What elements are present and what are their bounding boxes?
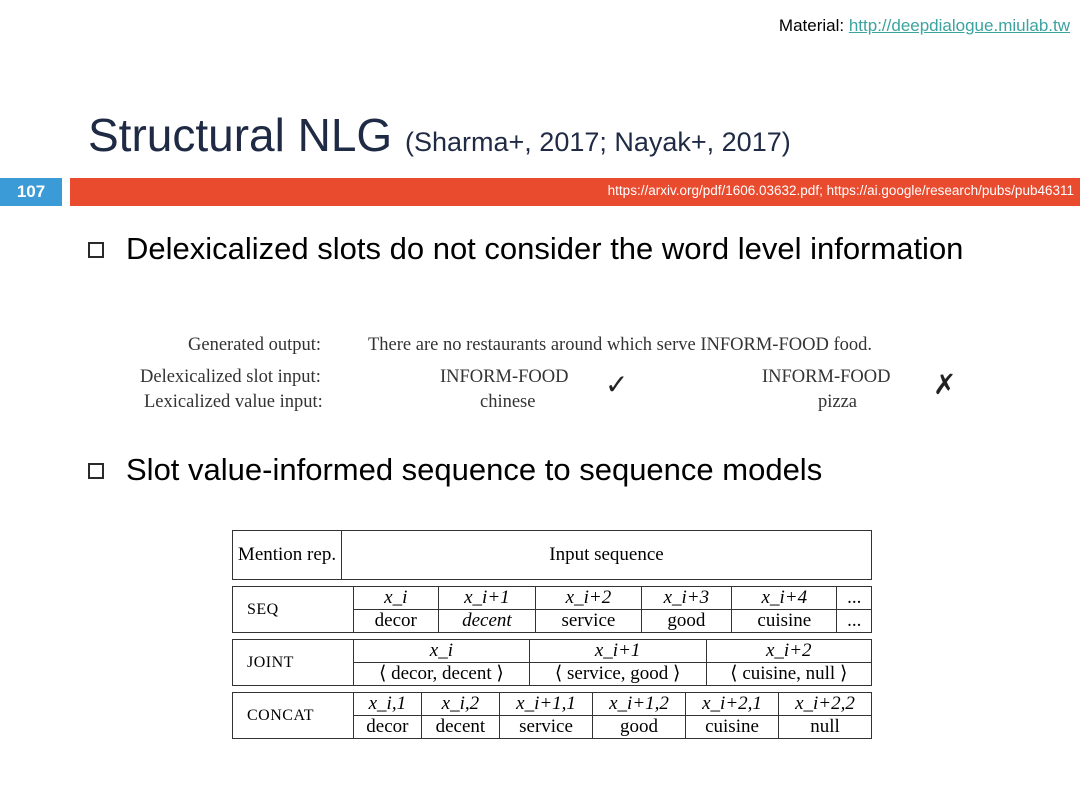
- seq-word: decor: [354, 610, 439, 633]
- seq-word: good: [641, 610, 732, 633]
- lex-label: Lexicalized value input:: [144, 392, 323, 412]
- seq-word: decent: [438, 610, 536, 633]
- seq-symbol: ...: [837, 587, 872, 610]
- mention-rep-table: [232, 530, 872, 745]
- bullet-item: [88, 445, 988, 494]
- material-label: Material:: [778, 16, 845, 35]
- seq-word: service: [536, 610, 641, 633]
- col2-value: pizza: [818, 392, 858, 412]
- slide-title-main: Structural NLG: [88, 109, 393, 161]
- joint-word: ⟨ decor, decent ⟩: [354, 663, 530, 686]
- concat-symbol: x_i,1: [354, 693, 422, 716]
- slide-title-citation: (Sharma+, 2017; Nayak+, 2017): [405, 127, 791, 157]
- generated-label: Generated output:: [188, 335, 322, 355]
- seq-symbol: x_i+3: [641, 587, 732, 610]
- concat-label: CONCAT: [233, 693, 354, 739]
- seq-word: cuisine: [732, 610, 837, 633]
- seq-symbol: x_i+4: [732, 587, 837, 610]
- square-bullet-icon: [88, 242, 104, 258]
- concat-word: cuisine: [686, 716, 779, 739]
- seq-symbol: x_i+1: [438, 587, 536, 610]
- joint-word: ⟨ service, good ⟩: [529, 663, 706, 686]
- col2-slot: INFORM-FOOD: [762, 367, 891, 387]
- square-bullet-icon: [88, 463, 104, 479]
- concat-word: good: [593, 716, 686, 739]
- generated-text: There are no restaurants around which serve INFORM-FOOD food.: [368, 335, 872, 355]
- joint-label: JOINT: [233, 640, 354, 686]
- joint-symbol: x_i+1: [529, 640, 706, 663]
- seq-table: [232, 586, 872, 633]
- title-bar: [70, 178, 1080, 206]
- concat-symbol: x_i+1,1: [500, 693, 593, 716]
- concat-symbol: x_i+2,1: [686, 693, 779, 716]
- seq-word: ...: [837, 610, 872, 633]
- concat-word: decent: [421, 716, 499, 739]
- cross-icon: ✗: [933, 368, 957, 401]
- reference-links[interactable]: https://arxiv.org/pdf/1606.03632.pdf; https://ai.google/research/pubs/pub46311: [607, 183, 1074, 198]
- col1-slot: INFORM-FOOD: [440, 367, 569, 387]
- concat-word: service: [500, 716, 593, 739]
- concat-symbol: x_i+1,2: [593, 693, 686, 716]
- col1-value: chinese: [480, 392, 536, 412]
- concat-symbol: x_i+2,2: [779, 693, 872, 716]
- mention-rep-header: Mention rep.: [233, 531, 342, 580]
- material-link[interactable]: http://deepdialogue.miulab.tw: [848, 16, 1070, 35]
- concat-table: [232, 692, 872, 739]
- bullet-text: Delexicalized slots do not consider the word level information: [126, 231, 964, 266]
- header-table: [232, 530, 872, 580]
- slide-title: [88, 108, 791, 162]
- joint-table: [232, 639, 872, 686]
- check-icon: ✓: [605, 368, 629, 401]
- bullet-text: Slot value-informed sequence to sequence models: [126, 452, 823, 487]
- seq-label: SEQ: [233, 587, 354, 633]
- bullet-item: [88, 224, 968, 273]
- seq-symbol: x_i+2: [536, 587, 641, 610]
- delex-label: Delexicalized slot input:: [140, 367, 321, 387]
- concat-symbol: x_i,2: [421, 693, 499, 716]
- page-number: 107: [0, 178, 62, 206]
- concat-word: null: [779, 716, 872, 739]
- example-figure: [100, 330, 1000, 420]
- joint-symbol: x_i: [354, 640, 530, 663]
- input-sequence-header: Input sequence: [342, 531, 872, 580]
- joint-symbol: x_i+2: [706, 640, 871, 663]
- material-credit: [779, 16, 1070, 36]
- concat-word: decor: [354, 716, 422, 739]
- joint-word: ⟨ cuisine, null ⟩: [706, 663, 871, 686]
- seq-symbol: x_i: [354, 587, 439, 610]
